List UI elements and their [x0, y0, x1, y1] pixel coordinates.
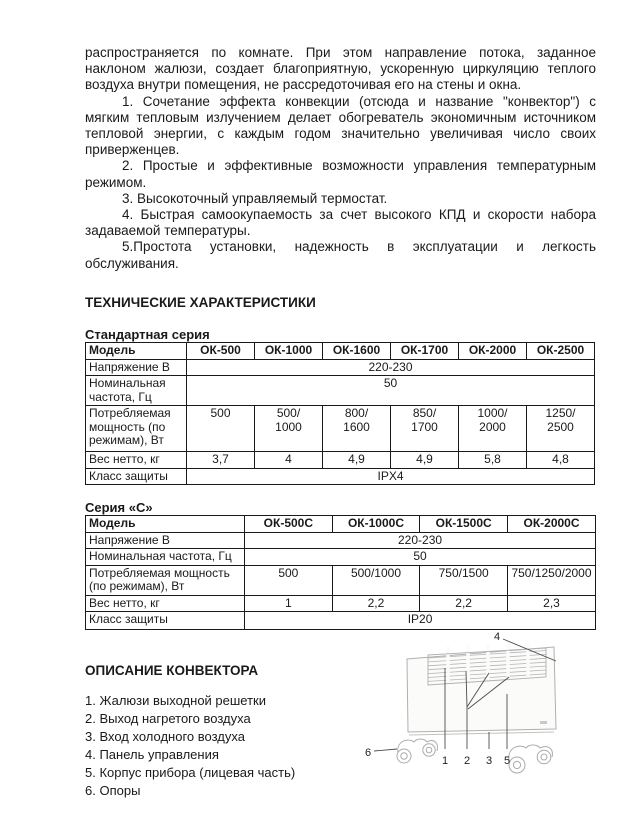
convector-figure	[358, 610, 628, 800]
list-item: 5. Корпус прибора (лицевая часть)	[85, 765, 296, 781]
right-caster-foot	[509, 745, 553, 773]
callout-label-2: 2	[463, 755, 471, 767]
convector-diagram	[358, 610, 628, 800]
row-label: Вес нетто, кг	[86, 452, 187, 469]
table-row	[86, 468, 595, 485]
callout-label-6: 6	[364, 747, 372, 759]
callout-label-5: 5	[503, 755, 511, 767]
cell-value: 3,7	[187, 452, 255, 469]
row-label: Потребляемая мощность (по режимам), Вт	[86, 406, 187, 452]
heater-panel-body	[407, 647, 556, 732]
cell-value: 2,2	[420, 595, 508, 612]
callout-label-4: 4	[493, 631, 501, 643]
cell-value: 500/1000	[332, 565, 420, 595]
cell-value: 220-230	[187, 359, 595, 376]
column-header: ОК-500С	[245, 516, 333, 533]
column-header: ОК-1700	[391, 342, 459, 359]
table-row	[86, 406, 595, 452]
column-header: ОК-1000С	[332, 516, 420, 533]
column-header: ОК-2000	[459, 342, 527, 359]
cell-value: 850/ 1700	[391, 406, 459, 452]
column-header: ОК-2500	[527, 342, 595, 359]
table-header-row	[86, 516, 596, 533]
cell-value: 1000/ 2000	[459, 406, 527, 452]
cell-value: 4	[255, 452, 323, 469]
feature-item: 2. Простые и эффективные возможности управления температурным режимом.	[85, 158, 596, 190]
list-item: 3. Вход холодного воздуха	[85, 729, 245, 745]
cell-value: 750/1250/2000	[507, 565, 595, 595]
row-label: Вес нетто, кг	[86, 595, 245, 612]
panel-bottom-edge	[409, 732, 554, 735]
cell-value: IP20	[245, 612, 596, 630]
table-row	[86, 452, 595, 469]
cell-value: 500	[187, 406, 255, 452]
feature-item: 4. Быстрая самоокупаемость за счет высокого КПД и скорости набора задаваемой температуры.	[85, 207, 596, 239]
list-item: 6. Опоры	[85, 783, 141, 799]
cell-value: 2,3	[507, 595, 595, 612]
table-row	[86, 532, 596, 549]
cell-value: 50	[245, 549, 596, 566]
cell-value: 2,2	[332, 595, 420, 612]
list-item: 4. Панель управления	[85, 747, 219, 763]
callout-label-3: 3	[485, 755, 493, 767]
intro-paragraph: распространяется по комнате. При этом направление потока, заданное наклоном жалюзи, создает благоприятную, ускоренную циркуляцию теплого воздуха внутри помещения, не рассредоточивая его на стены и окна.	[85, 45, 596, 93]
cell-value: 1250/ 2500	[527, 406, 595, 452]
row-label: Потребляемая мощность (по режимам), Вт	[86, 565, 245, 595]
left-caster-foot	[397, 739, 437, 763]
table-row	[86, 565, 596, 595]
row-label: Класс защиты	[86, 612, 245, 630]
table-row	[86, 376, 595, 406]
column-header: Модель	[86, 342, 187, 359]
feature-item: 3. Высокоточный управляемый термостат.	[122, 190, 388, 206]
brand-mark	[540, 721, 547, 724]
table-header-row	[86, 342, 595, 359]
table-row	[86, 359, 595, 376]
column-header: ОК-1500С	[420, 516, 508, 533]
feature-item: 1. Сочетание эффекта конвекции (отсюда и название "конвектор") с мягким тепловым излучением делает обогреватель экономичным источником тепловой энергии, с каждым годом значительно увеличивая число своих приверженцев.	[85, 93, 596, 158]
column-header: ОК-500	[187, 342, 255, 359]
c-series-caption: Серия «С»	[85, 500, 153, 516]
cell-value: 800/ 1600	[323, 406, 391, 452]
column-header: ОК-2000С	[507, 516, 595, 533]
standard-series-table	[85, 342, 595, 486]
cell-value: 4,9	[391, 452, 459, 469]
tech-specs-heading: ТЕХНИЧЕСКИЕ ХАРАКТЕРИСТИКИ	[85, 294, 316, 310]
list-item: 2. Выход нагретого воздуха	[85, 711, 251, 727]
description-heading: ОПИСАНИЕ КОНВЕКТОРА	[85, 663, 259, 679]
column-header: Модель	[86, 516, 245, 533]
list-item: 1. Жалюзи выходной решетки	[85, 693, 267, 709]
row-label: Номинальная частота, Гц	[86, 549, 245, 566]
callout-label-1: 1	[441, 755, 449, 767]
column-header: ОК-1000	[255, 342, 323, 359]
cell-value: 5,8	[459, 452, 527, 469]
column-header: ОК-1600	[323, 342, 391, 359]
cell-value: 750/1500	[420, 565, 508, 595]
row-label: Номинальная частота, Гц	[86, 376, 187, 406]
cell-value: 500	[245, 565, 333, 595]
row-label: Напряжение В	[86, 359, 187, 376]
cell-value: IPX4	[187, 468, 595, 485]
intro-section	[85, 45, 596, 272]
table-row	[86, 549, 596, 566]
standard-series-caption: Стандартная серия	[85, 326, 210, 342]
cell-value: 50	[187, 376, 595, 406]
cell-value: 500/ 1000	[255, 406, 323, 452]
row-label: Класс защиты	[86, 468, 187, 485]
cell-value: 4,9	[323, 452, 391, 469]
row-label: Напряжение В	[86, 532, 245, 549]
cell-value: 220-230	[245, 532, 596, 549]
cell-value: 4,8	[527, 452, 595, 469]
feature-item: 5.Простота установки, надежность в эксплуатации и легкость обслуживания.	[85, 239, 596, 271]
cell-value: 1	[245, 595, 333, 612]
